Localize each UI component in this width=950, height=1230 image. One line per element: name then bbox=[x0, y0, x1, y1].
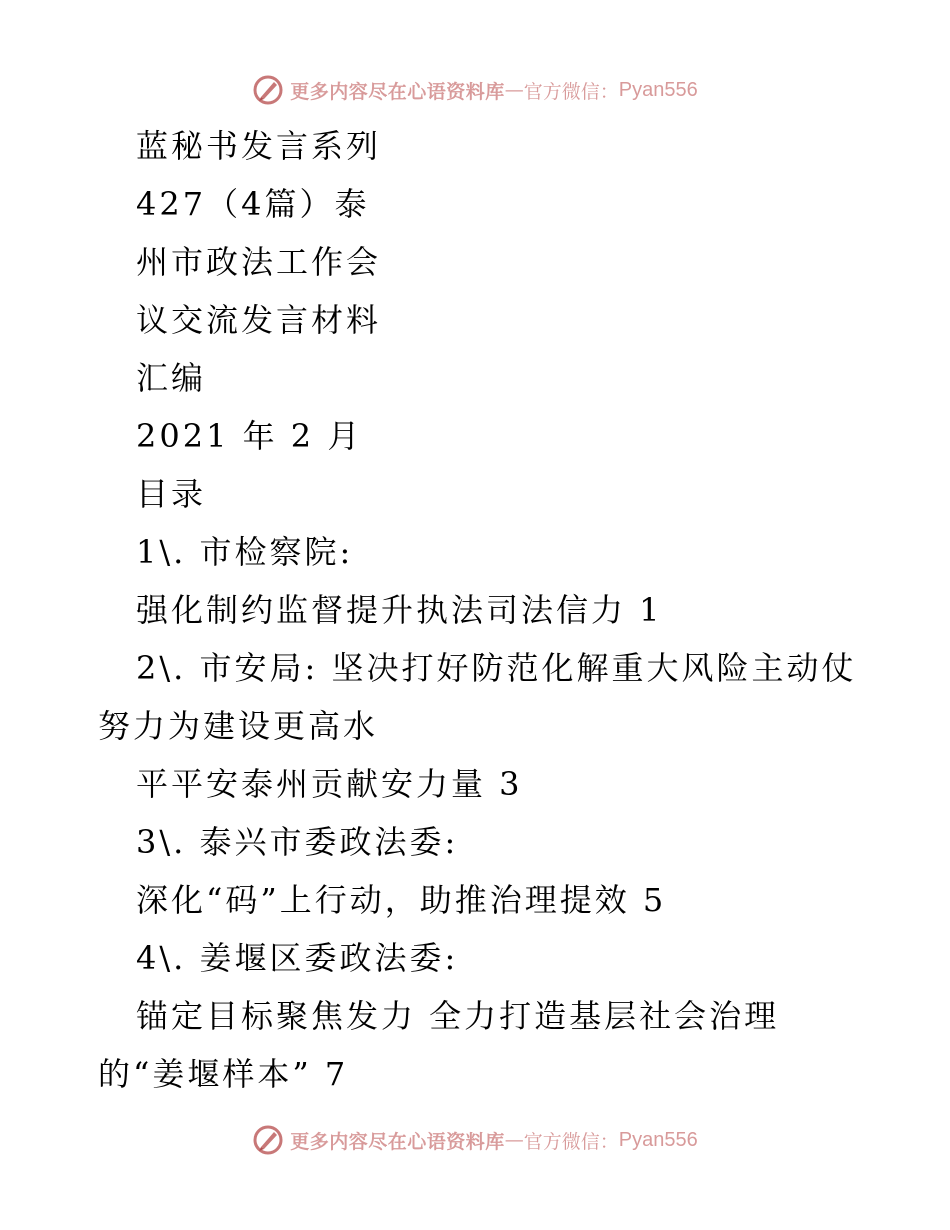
watermark-separator: — bbox=[504, 1129, 524, 1151]
doc-line-title-3: 议交流发言材料 bbox=[136, 301, 382, 339]
doc-line-toc-heading: 目录 bbox=[136, 475, 207, 513]
watermark-text: 更多内容尽在心语资料库 bbox=[290, 80, 505, 103]
wechat-id: Pyan556 bbox=[618, 1128, 698, 1151]
quill-pen-logo-icon bbox=[252, 1124, 284, 1156]
watermark-banner-bottom bbox=[0, 1120, 950, 1160]
toc-item-1-source: 1\. 市检察院: bbox=[136, 533, 354, 571]
doc-line-title-1: 427（4篇）泰 bbox=[136, 185, 370, 223]
toc-item-3-title: 深化“码”上行动，助推治理提效 5 bbox=[136, 881, 667, 919]
toc-item-4-source: 4\. 姜堰区委政法委: bbox=[136, 939, 459, 977]
doc-line-title-2: 州市政法工作会 bbox=[136, 243, 382, 281]
toc-item-2-source: 2\. 市安局: 坚决打好防范化解重大风险主动仗 bbox=[136, 649, 857, 687]
toc-item-2-title-end: 平平安泰州贡献安力量 3 bbox=[136, 765, 523, 803]
doc-line-title-4: 汇编 bbox=[136, 359, 207, 397]
toc-item-2-title-cont: 努力为建设更高水 bbox=[98, 707, 379, 745]
wechat-label: 官方微信： bbox=[523, 80, 619, 103]
toc-item-4-title-end: 的“姜堰样本” 7 bbox=[98, 1055, 349, 1093]
toc-item-3-source: 3\. 泰兴市委政法委: bbox=[136, 823, 459, 861]
watermark-banner-top bbox=[0, 70, 950, 110]
toc-item-1-title: 强化制约监督提升执法司法信力 1 bbox=[136, 591, 663, 629]
toc-item-4-title: 锚定目标聚焦发力 全力打造基层社会治理 bbox=[136, 997, 780, 1035]
doc-line-series: 蓝秘书发言系列 bbox=[136, 127, 382, 165]
wechat-label: 官方微信： bbox=[523, 1130, 619, 1153]
doc-line-date: 2021 年 2 月 bbox=[136, 417, 363, 455]
quill-pen-logo-icon bbox=[252, 74, 284, 106]
wechat-id: Pyan556 bbox=[618, 78, 698, 101]
watermark-separator: — bbox=[504, 79, 524, 101]
watermark-text: 更多内容尽在心语资料库 bbox=[290, 1130, 505, 1153]
